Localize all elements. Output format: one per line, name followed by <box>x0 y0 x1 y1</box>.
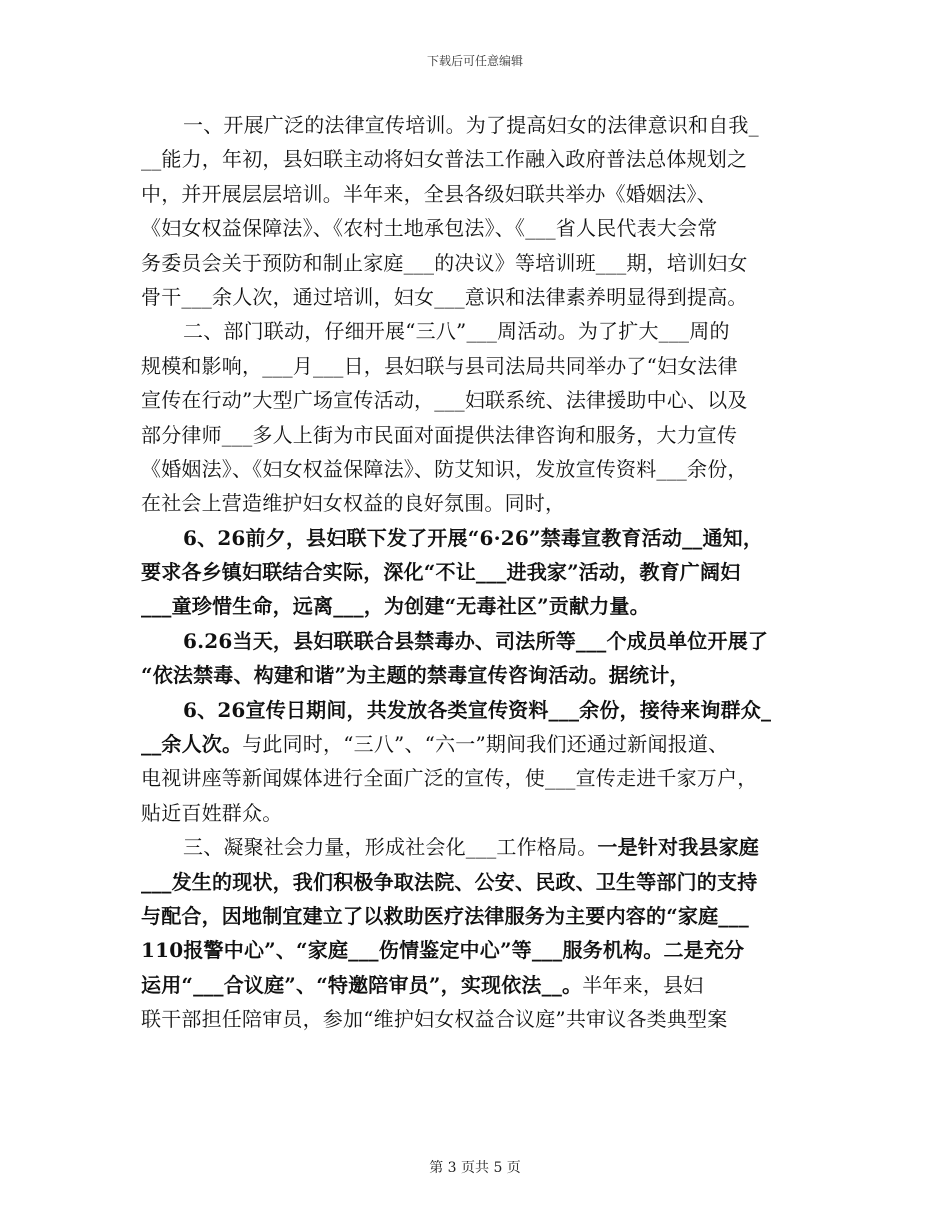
text-line: 110报警中心”、“家庭___伤情鉴定中心”等___服务机构。二是充分 <box>141 938 745 963</box>
text-line: 规模和影响，___月___日，县妇联与县司法局共同举办了“妇女法律 <box>141 353 738 378</box>
text-segment: __余人次。 <box>141 732 243 757</box>
text-line: 与配合，因地制宜建立了以救助医疗法律服务为主要内容的“家庭___ <box>141 903 749 928</box>
text-line: 电视讲座等新闻媒体进行全面广泛的宣传，使___宣传走进千家万户， <box>141 766 758 791</box>
text-line: 6、26前夕，县妇联下发了开展“6·26”禁毒宣教育活动__通知， <box>183 525 764 550</box>
text-line: ___童珍惜生命，远离___，为创建“无毒社区”贡献力量。 <box>141 594 650 619</box>
text-line: ___发生的现状，我们积极争取法院、公安、民政、卫生等部门的支持 <box>141 869 758 894</box>
text-line <box>141 727 809 761</box>
text-line: 《妇女权益保障法》、《农村土地承包法》、《___省人民代表大会常 <box>141 216 718 241</box>
text-line: __能力，年初，县妇联主动将妇女普法工作融入政府普法总体规划之 <box>141 147 748 172</box>
text-line: 中，并开展层层培训。半年来，全县各级妇联共举办《婚姻法》、 <box>141 181 717 206</box>
text-line: “依法禁毒、构建和谐”为主题的禁毒宣传咨询活动。据统计， <box>141 663 690 688</box>
text-line: 务委员会关于预防和制止家庭___的决议》等培训班___期，培训妇女 <box>141 250 748 275</box>
text-line: 6、26宣传日期间，共发放各类宣传资料___余份，接待来询群众_ <box>183 697 772 722</box>
text-line: 联干部担任陪审员，参加“维护妇女权益合议庭”共审议各类典型案 <box>141 1007 728 1032</box>
text-segment: 运用“___合议庭”、“特邀陪审员”，实现依法__。 <box>141 972 583 997</box>
text-segment: 与此同时，“三八”、“六一”期间我们还通过新闻报道、 <box>242 732 729 757</box>
page-header: 下载后可任意编辑 <box>426 54 523 68</box>
text-line: 要求各乡镇妇联结合实际，深化“不让___进我家”活动，教育广阔妇 <box>141 560 741 585</box>
text-line: 部分律师___多人上街为市民面对面提供法律咨询和服务，大力宣传 <box>141 422 738 447</box>
text-line: 在社会上营造维护妇女权益的良好氛围。同时， <box>141 491 566 516</box>
text-line: 宣传在行动”大型广场宣传活动，___妇联系统、法律援助中心、以及 <box>141 388 748 413</box>
text-line: 骨干___余人次，通过培训，妇女___意识和法律素养明显得到提高。 <box>141 284 748 309</box>
text-line: 一、开展广泛的法律宣传培训。为了提高妇女的法律意识和自我_ <box>183 113 759 137</box>
text-segment: 三、凝聚社会力量，形成社会化___工作格局。 <box>183 835 598 860</box>
text-line: 《婚姻法》、《妇女权益保障法》、防艾知识，发放宣传资料___余份， <box>141 456 748 481</box>
text-segment: 半年来，县妇 <box>582 972 704 997</box>
text-line: 二、部门联动，仔细开展“三八”___周活动。为了扩大___周的 <box>183 319 730 344</box>
text-line <box>141 830 809 864</box>
page-footer: 第 3 页共 5 页 <box>429 1160 521 1176</box>
text-line: 贴近百姓群众。 <box>141 800 283 825</box>
text-line <box>141 968 809 1002</box>
document-body <box>141 108 809 1037</box>
text-segment: 一是针对我县家庭 <box>597 835 760 860</box>
text-line: 6.26当天，县妇联联合县禁毒办、司法所等___个成员单位开展了 <box>183 628 769 653</box>
